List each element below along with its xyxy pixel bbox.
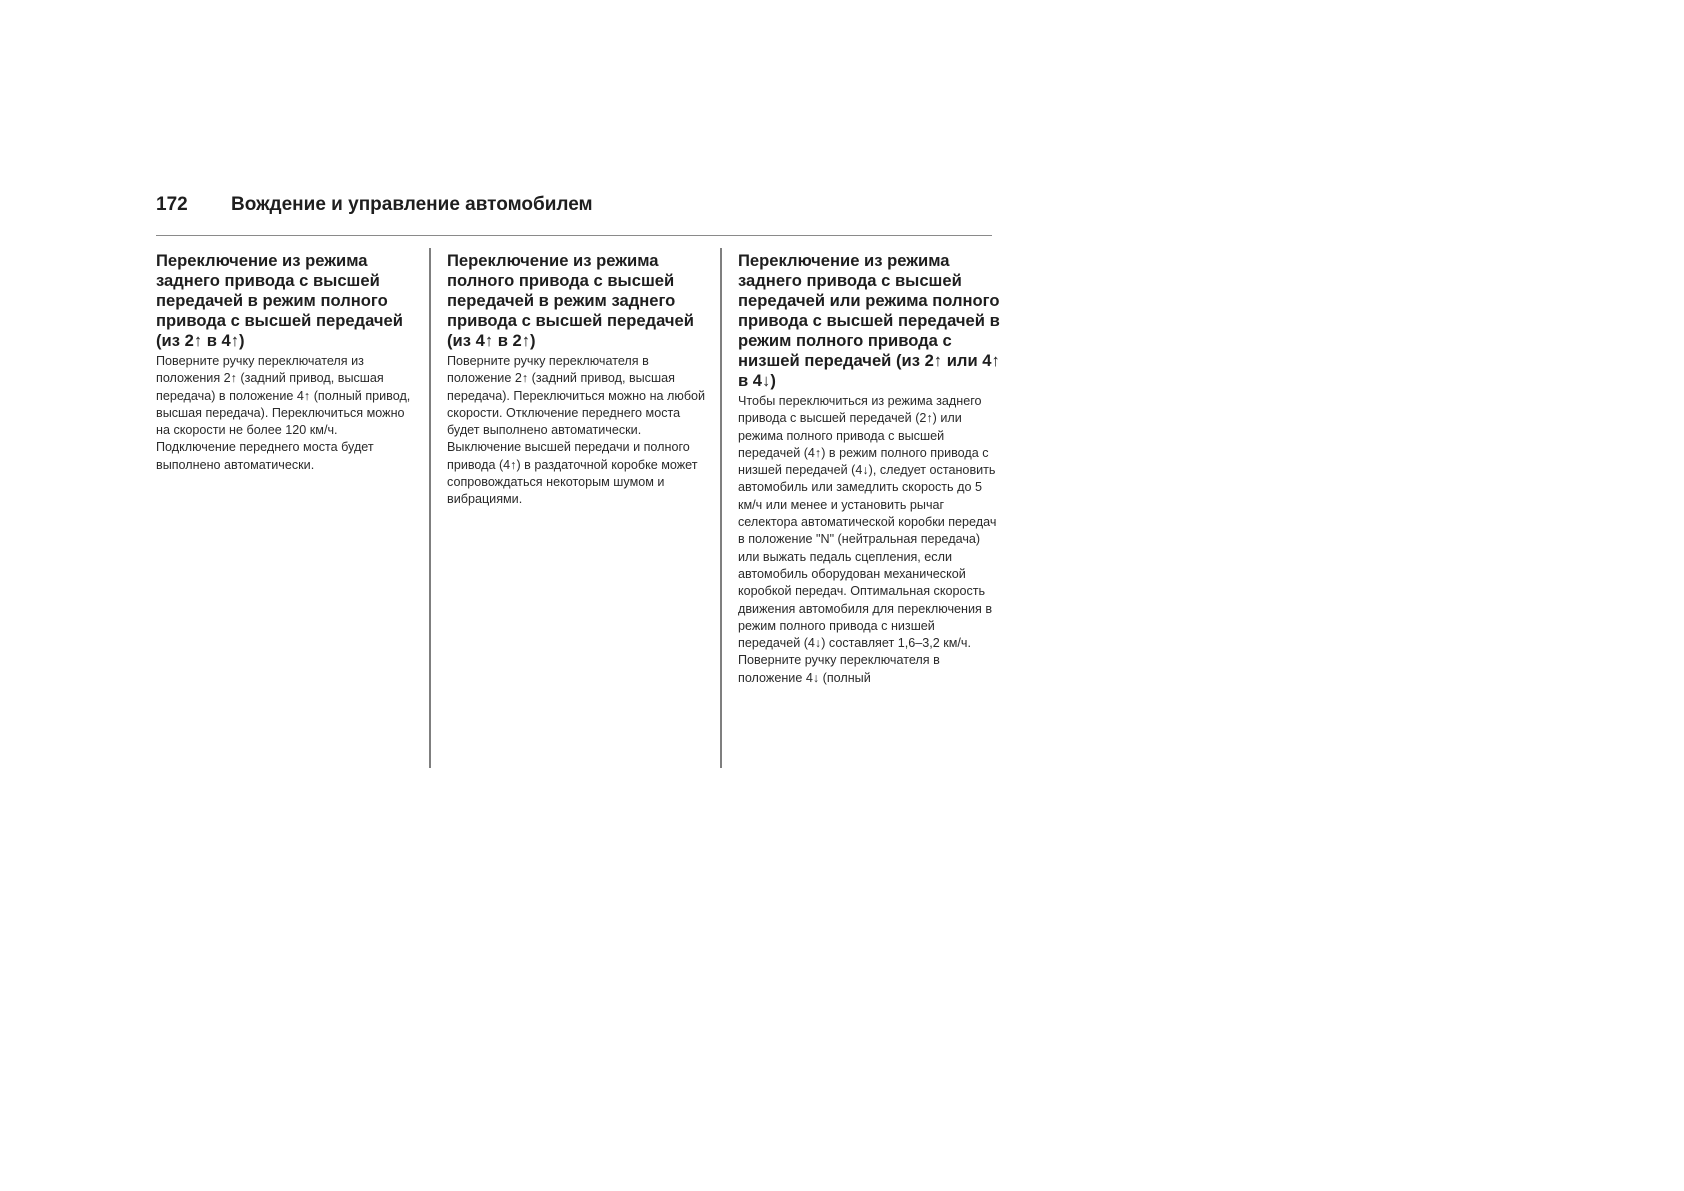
column-2 xyxy=(447,251,709,509)
section-heading-2up-to-4up: Переключение из режима заднего привода с высшей передачей в режим полного привода с высшей передачей (из 2↑ в 4↑) xyxy=(156,251,403,350)
column-divider xyxy=(429,248,431,768)
section-body-4up-to-2up: Поверните ручку переключателя в положение 2↑ (задний привод, высшая передача). Переключиться можно на любой скорости. Отключение переднего моста будет выполнено автоматически. Выключение высшей передачи и полного привода (4↑) в раздаточной коробке может сопровождаться некоторым шумом и вибрациями. xyxy=(447,354,706,507)
column-3 xyxy=(738,251,1000,687)
running-title: Вождение и управление автомобилем xyxy=(231,194,593,215)
column-divider xyxy=(720,248,722,768)
section-heading-4up-to-2up: Переключение из режима полного привода с высшей передачей в режим заднего привода с высшей передачей (из 4↑ в 2↑) xyxy=(447,251,694,350)
column-1 xyxy=(156,251,418,474)
section-heading-to-4down: Переключение из режима заднего привода с высшей передачей или режима полного привода с высшей передачей в режим полного привода с низшей передачей (из 2↑ или 4↑ в 4↓) xyxy=(738,251,1000,390)
section-body-2up-to-4up: Поверните ручку переключателя из положения 2↑ (задний привод, высшая передача) в положение 4↑ (полный привод, высшая передача). Переключиться можно на скорости не более 120 км/ч. Подключение переднего моста будет выполнено автоматически. xyxy=(156,354,411,472)
page-header xyxy=(156,191,992,236)
section-body-to-4down: Чтобы переключиться из режима заднего привода с высшей передачей (2↑) или режима полного привода с высшей передачей (4↑) в режим полного привода с низшей передачей (4↓), следует остановить автомобиль или замедлить скорость до 5 км/ч или менее и установить рычаг селектора автоматической коробки передач в положение "N" (нейтральная передача) или выжать педаль сцепления, если автомобиль оборудован механической коробкой передач. Оптимальная скорость движения автомобиля для переключения в режим полного привода с низшей передачей (4↓) составляет 1,6–3,2 км/ч. Поверните ручку переключателя в положение 4↓ (полный xyxy=(738,394,997,685)
page-number: 172 xyxy=(156,194,188,215)
